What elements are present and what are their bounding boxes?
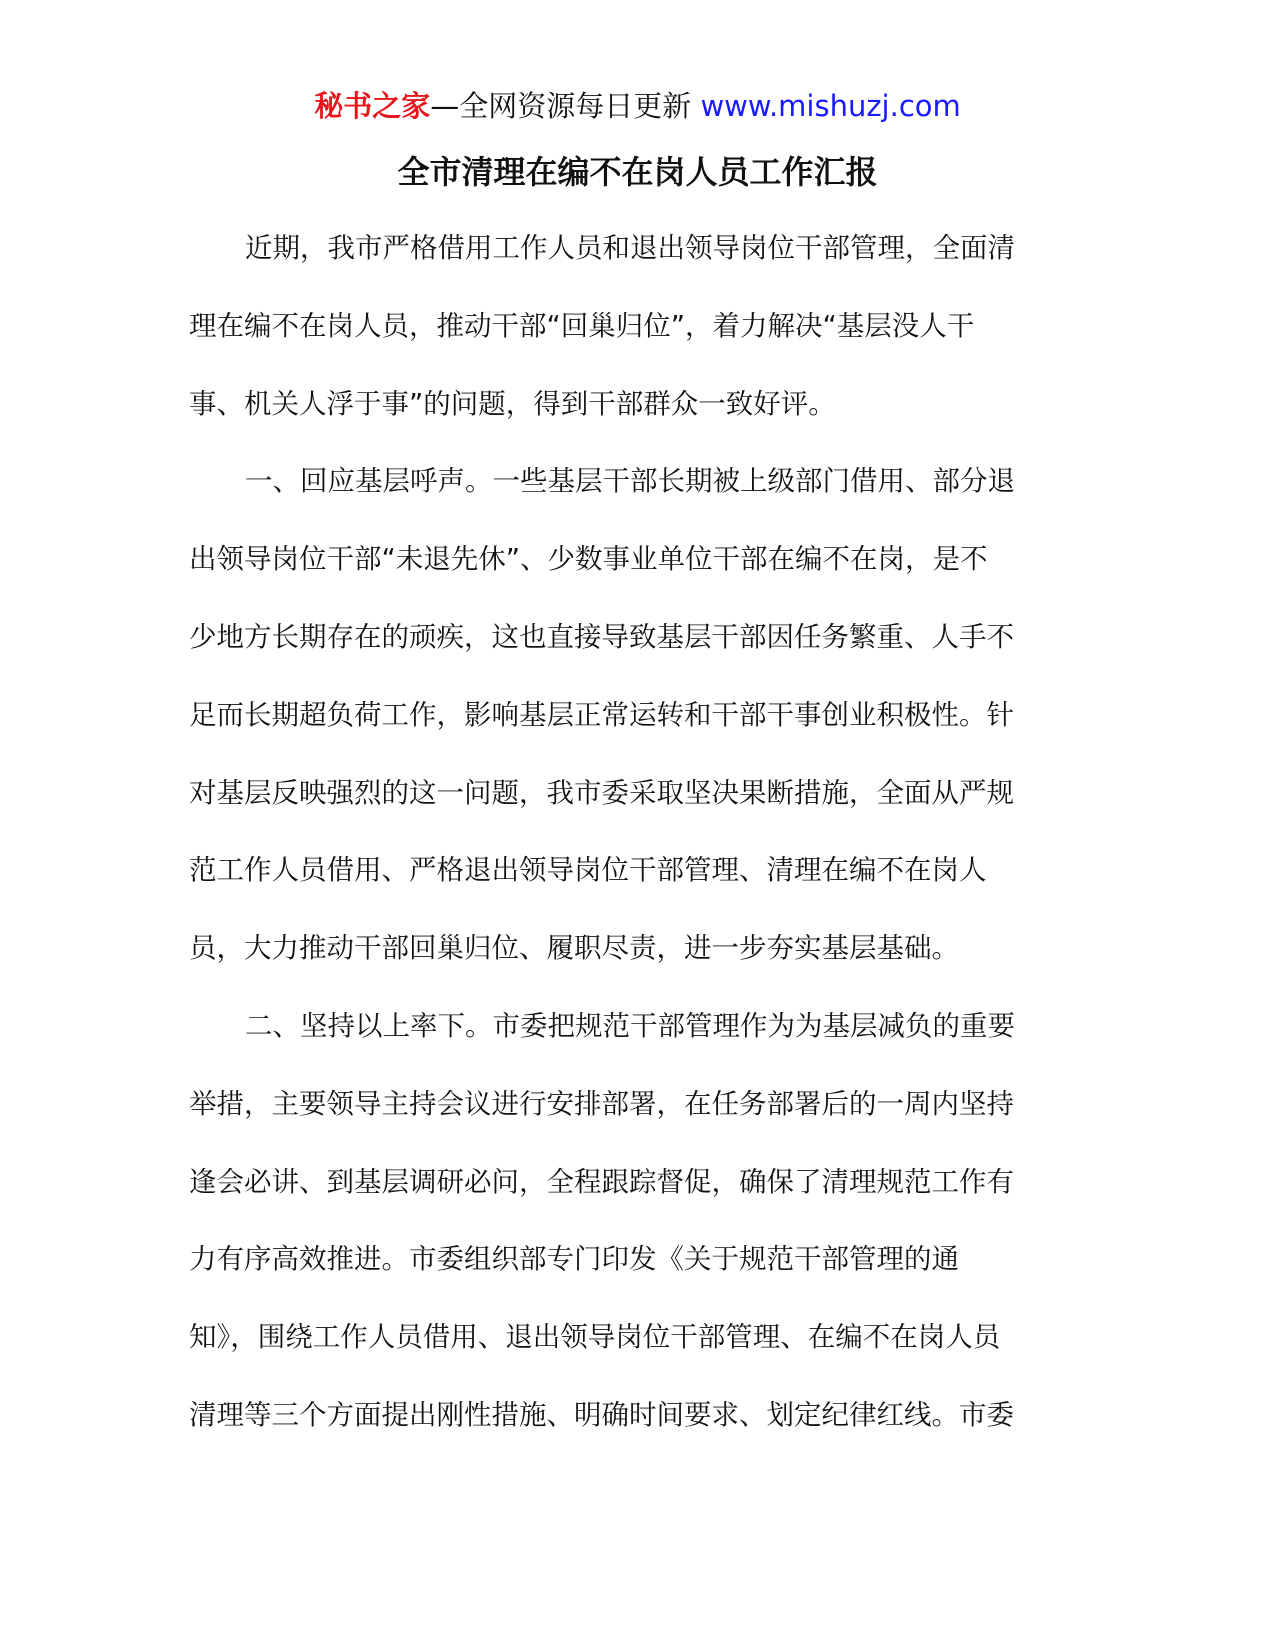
brand-name: 秘书之家 <box>314 89 431 123</box>
paragraph-line: 范工作人员借用、严格退出领导岗位干部管理、清理在编不在岗人 <box>189 854 987 887</box>
site-url[interactable]: www.mishuzj.com <box>700 89 961 123</box>
paragraph-line: 力有序高效推进。市委组织部专门印发《关于规范干部管理的通 <box>189 1243 959 1276</box>
paragraph-line: 出领导岗位干部“未退先休”、少数事业单位干部在编不在岗，是不 <box>189 543 988 576</box>
paragraph-line: 举措，主要领导主持会议进行安排部署，在任务部署后的一周内坚持 <box>189 1087 1014 1120</box>
site-header <box>0 86 1275 126</box>
paragraph-line: 少地方长期存在的顽疾，这也直接导致基层干部因任务繁重、人手不 <box>189 620 1014 653</box>
paragraph-line: 逢会必讲、到基层调研必问，全程跟踪督促，确保了清理规范工作有 <box>189 1165 1014 1198</box>
paragraph-line: 一、回应基层呼声。一些基层干部长期被上级部门借用、部分退 <box>245 465 1015 498</box>
document-title: 全市清理在编不在岗人员工作汇报 <box>397 153 878 191</box>
paragraph-line: 足而长期超负荷工作，影响基层正常运转和干部干事创业积极性。针 <box>189 698 1014 731</box>
paragraph-line: 理在编不在岗人员，推动干部“回巢归位”，着力解决“基层没人干 <box>189 309 975 342</box>
paragraph-line: 员，大力推动干部回巢归位、履职尽责，进一步夯实基层基础。 <box>189 932 959 965</box>
paragraph-line: 近期，我市严格借用工作人员和退出领导岗位干部管理，全面清 <box>245 232 1015 264</box>
paragraph-line: 清理等三个方面提出刚性措施、明确时间要求、划定纪律红线。市委 <box>189 1398 1014 1431</box>
paragraph-line: 对基层反映强烈的这一问题，我市委采取坚决果断措施，全面从严规 <box>189 776 1014 809</box>
header-slogan: —全网资源每日更新 <box>430 89 692 123</box>
document-body <box>189 228 1069 1473</box>
paragraph-line: 事、机关人浮于事”的问题，得到干部群众一致好评。 <box>189 387 836 420</box>
paragraph-line: 知》，围绕工作人员借用、退出领导岗位干部管理、在编不在岗人员 <box>189 1321 1001 1354</box>
paragraph-line: 二、坚持以上率下。市委把规范干部管理作为为基层减负的重要 <box>245 1009 1015 1042</box>
